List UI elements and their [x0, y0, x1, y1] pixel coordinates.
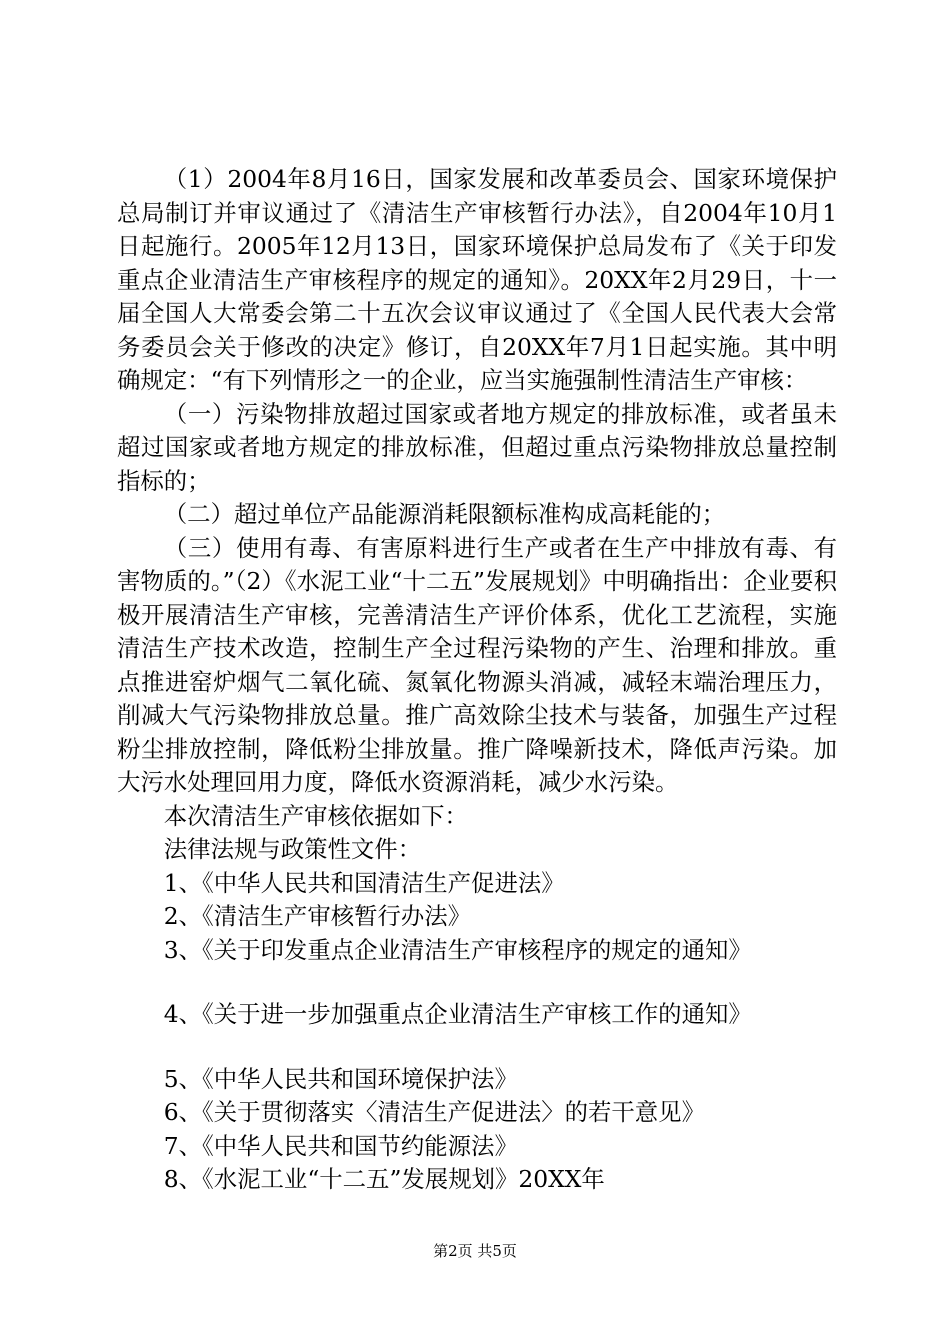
list-item: 7、《中华人民共和国节约能源法》 [163, 1131, 518, 1160]
page-number-label: 第2页 共5页 [433, 1242, 517, 1260]
list-item: 3、《关于印发重点企业清洁生产审核程序的规定的通知》 [163, 935, 752, 964]
document-body [117, 163, 837, 1197]
spacer [117, 967, 837, 998]
list-item: 5、《中华人民共和国环境保护法》 [163, 1064, 518, 1093]
list-item: 1、《中华人民共和国清洁生产促进法》 [163, 868, 565, 897]
list-item: 2、《清洁生产审核暂行办法》 [163, 902, 472, 930]
basis-intro: 本次清洁生产审核依据如下： [163, 801, 468, 830]
paragraph-clause-1: （一）污染物排放超过国家或者地方规定的排放标准，或者虽未超过国家或者地方规定的排放标准，但超过重点污染物排放总量控制指标的； [117, 399, 837, 495]
list-item: 4、《关于进一步加强重点企业清洁生产审核工作的通知》 [163, 1000, 752, 1028]
page-footer [0, 1241, 950, 1261]
paragraph-clause-3: （三）使用有毒、有害原料进行生产或者在生产中排放有毒、有害物质的。”（2）《水泥工业“十二五”发展规划》中明确指出：企业要积极开展清洁生产审核，完善清洁生产评价体系，优化工艺流程，实施清洁生产技术改造，控制生产全过程污染物的产生、治理和排放。重点推进窑炉烟气二氧化硫、氮氧化物源头消减，减轻末端治理压力，削减大气污染物排放总量。推广高效除尘技术与装备，加强生产过程粉尘排放控制，降低粉尘排放量。推广降噪新技术，降低声污染。加大污水处理回用力度，降低水资源消耗，减少水污染。 [117, 533, 837, 796]
paragraph-clause-2: （二）超过单位产品能源消耗限额标准构成高耗能的； [163, 500, 726, 528]
basis-category: 法律法规与政策性文件： [163, 835, 422, 863]
spacer [117, 1032, 837, 1063]
list-item: 6、《关于贯彻落实〈清洁生产促进法〉的若干意见》 [163, 1098, 705, 1126]
paragraph-regulations: （1）2004年8月16日，国家发展和改革委员会、国家环境保护总局制订并审议通过了《清洁生产审核暂行办法》，自2004年10月1日起施行。2005年12月13日，国家环境保护总局发布了《关于印发重点企业清洁生产审核程序的规定的通知》。20XX年2月29日，十一届全国人大常委会第二十五次会议审议通过了《全国人民代表大会常务委员会关于修改的决定》修订，自20XX年7月1日起实施。其中明确规定：“有下列情形之一的企业，应当实施强制性清洁生产审核： [117, 165, 837, 394]
list-item: 8、《水泥工业“十二五”发展规划》20XX年 [163, 1165, 605, 1193]
